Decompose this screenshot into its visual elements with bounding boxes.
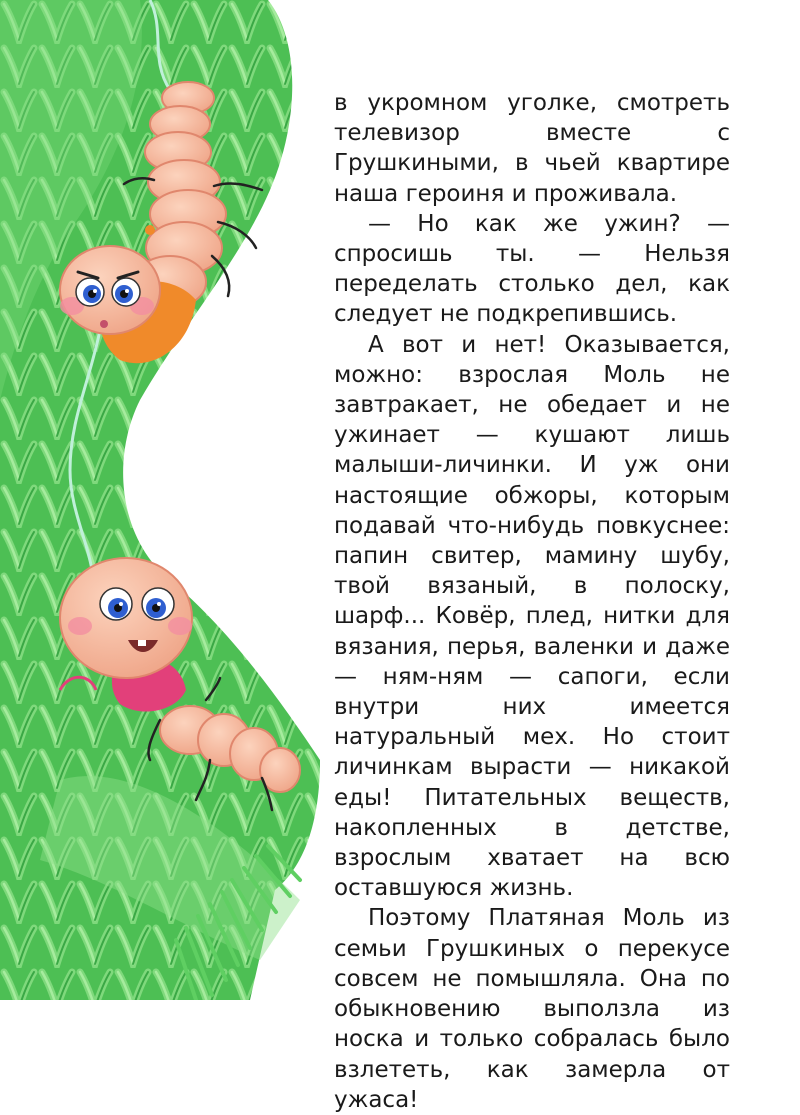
paragraph-1: в укромном уголке, смотреть телевизор вместе с Грушкиными, в чьей квартире наша героиня и проживала. xyxy=(334,90,730,207)
paragraph-2: — Но как же ужин? — спросишь ты. — Нельзя переделать столько дел, как следует не подкрепившись. xyxy=(334,210,730,328)
paragraph-3: А вот и нет! Оказывается, можно: взрослая Моль не завтракает, не обедает и не ужинает — кушают лишь малыши-личинки. И уж они настоящие обжоры, которым подавай что-нибудь повкуснее: папин свитер, мамину шубу, твой вязаный, в полоску, шарф... Ковёр, плед, нитки для вязания, перья, валенки и даже — ням-ням — сапоги, если внутри них имеется натуральный мех. Но стоит личинкам вырасти — никакой еды! Питательных веществ, накопленных в детстве, взрослым хватает на всю оставшуюся жизнь. xyxy=(334,331,730,902)
paragraph-4: Поэтому Платяная Моль из семьи Грушкиных о перекусе совсем не помышляла. Она по обыкновению выползла из носка и только собралась было взлететь, как замерла от ужаса! xyxy=(334,905,730,1113)
story-text xyxy=(334,88,730,1115)
